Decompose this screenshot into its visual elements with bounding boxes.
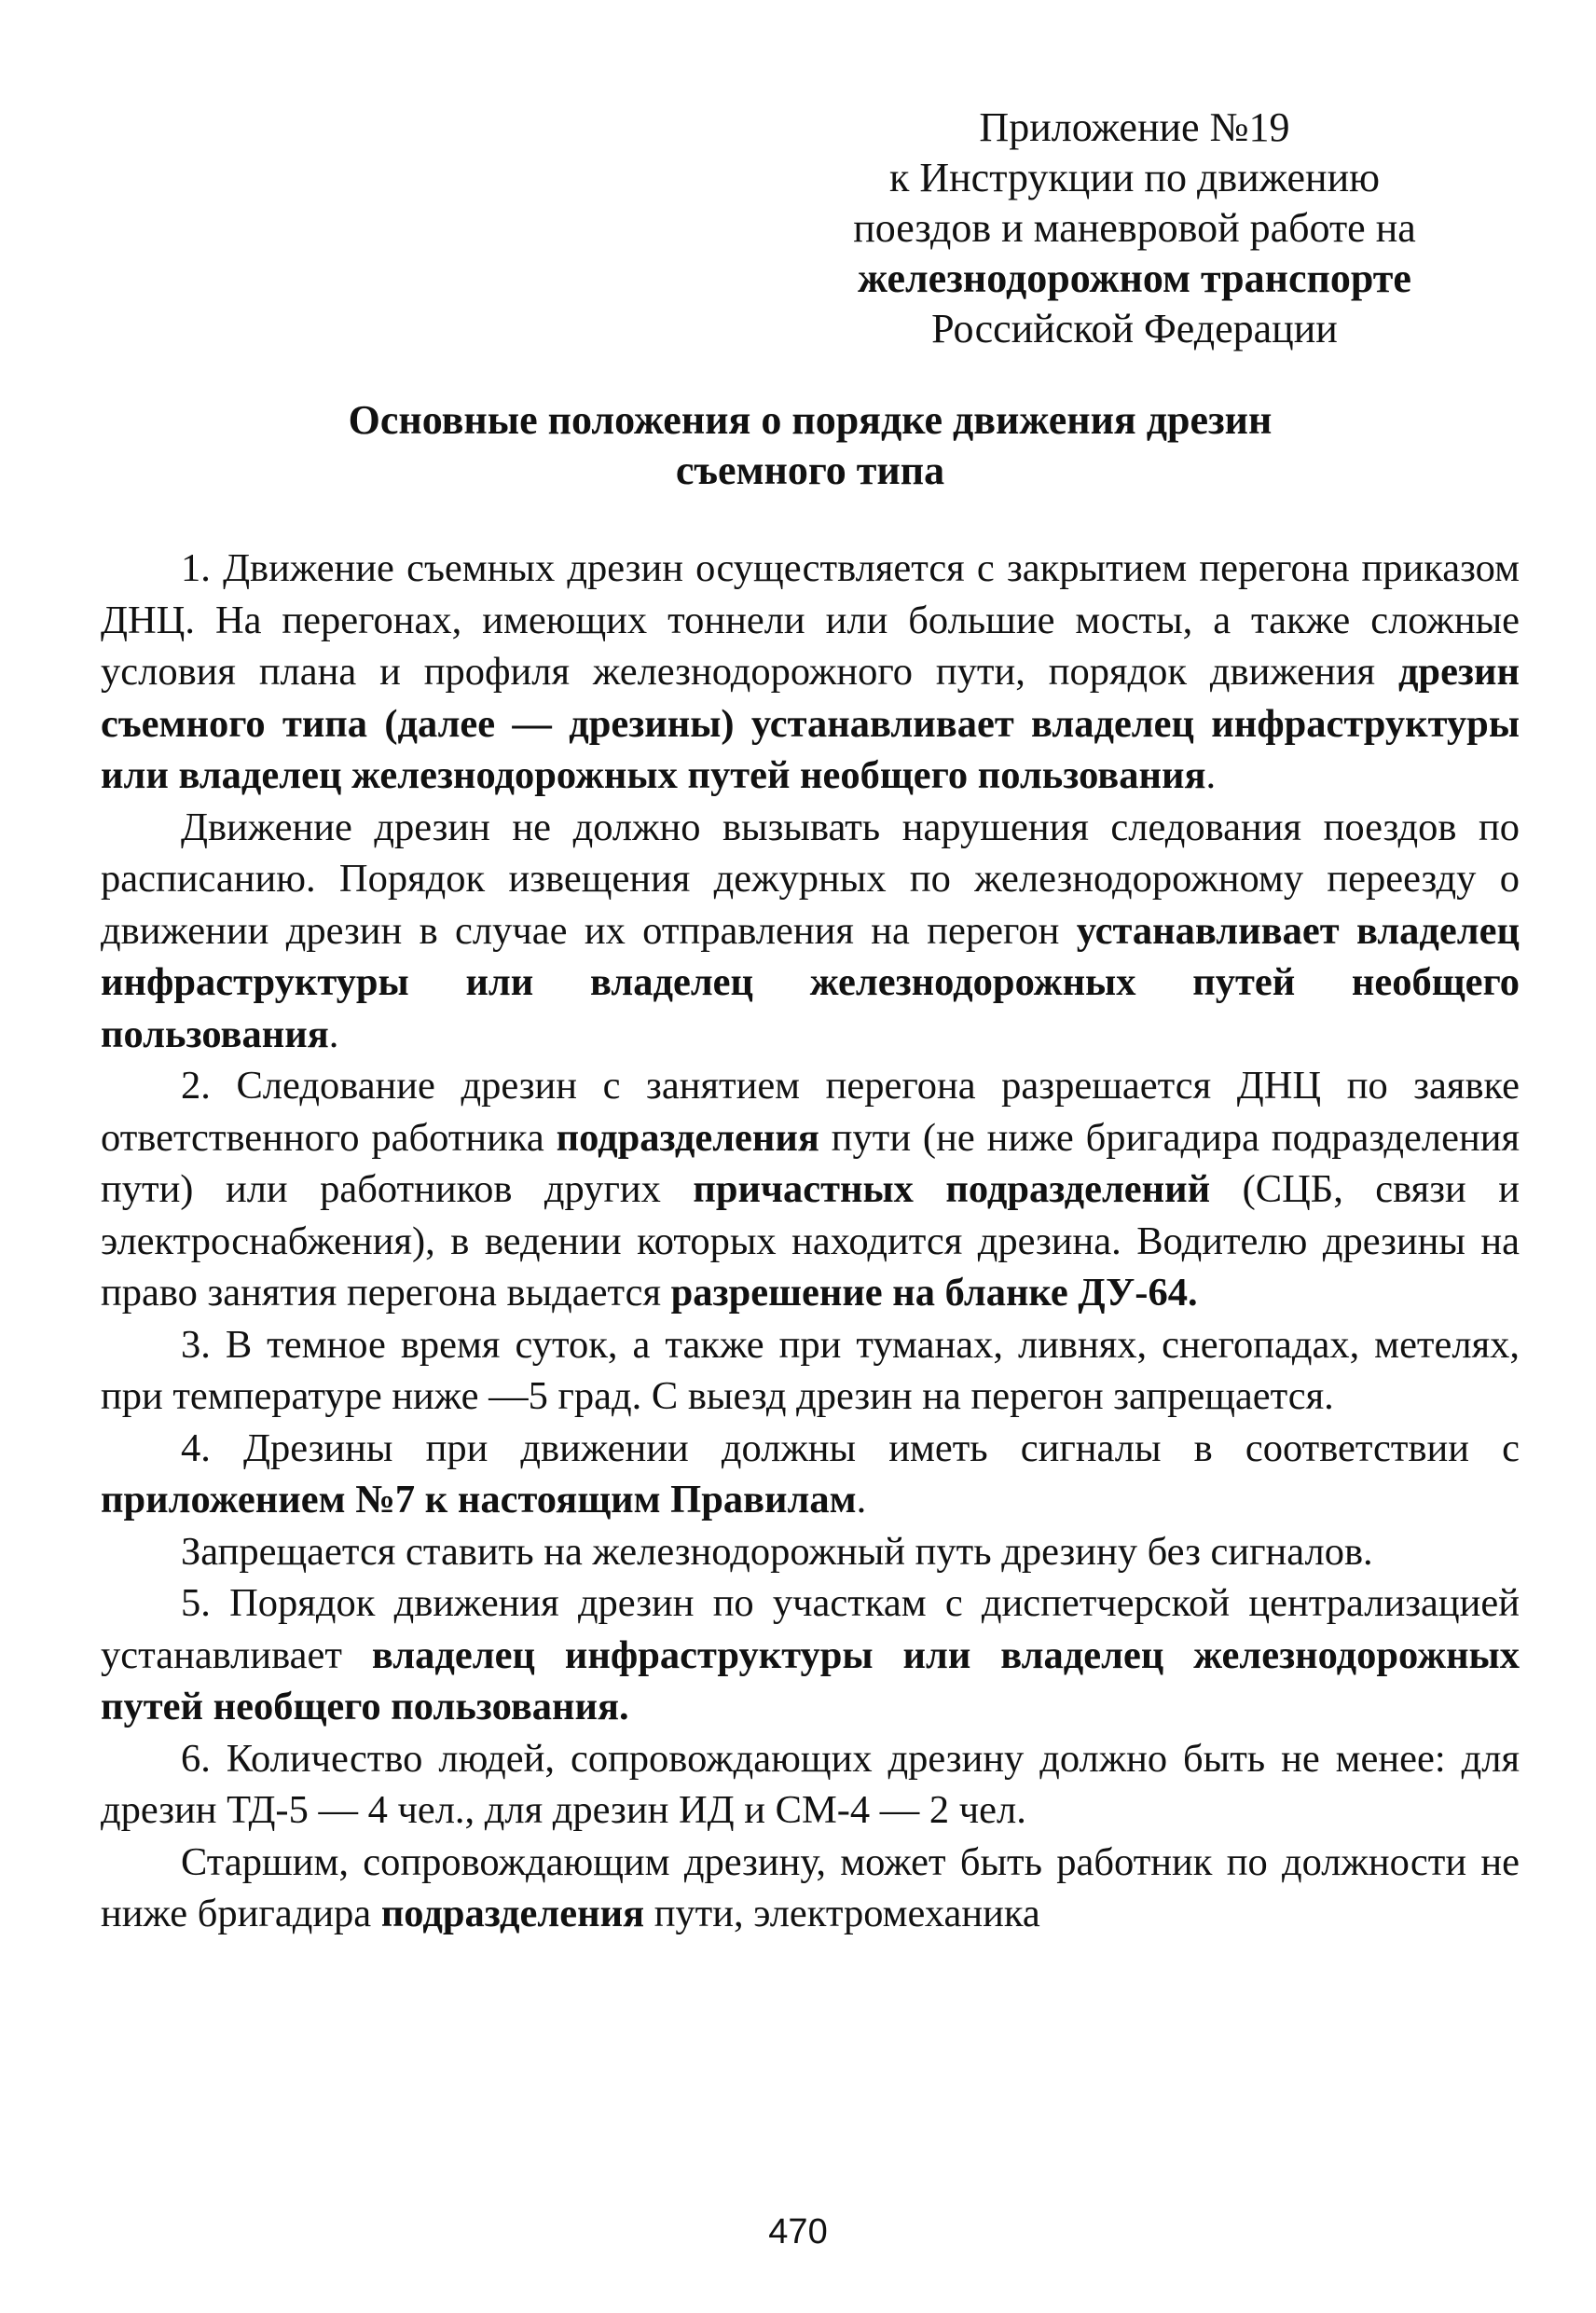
text-run: пути, электромеханика	[644, 1892, 1040, 1935]
bold-text: дрезин съемного типа (далее — дрезины) устанавливает владелец инфраструктуры или владелец железнодорожных путей необщего пользования	[101, 650, 1520, 797]
bold-text: разрешение на бланке ДУ-64.	[670, 1271, 1198, 1315]
text-run: (СЦБ, связи и электроснабжения), в ведении которых находится дрезина. Водителю дрезины на право занятия перегона выдается	[101, 1167, 1520, 1315]
bold-text: приложением №7 к настоящим Правилам	[101, 1478, 857, 1521]
text-run: 2. Следование дрезин с занятием перегона разрешается ДНЦ по заявке ответственного работника	[101, 1064, 1520, 1160]
text-run: 4. Дрезины при движении должны иметь сигналы в соответствии с	[181, 1425, 1520, 1470]
bold-text: подразделения	[556, 1115, 819, 1160]
bold-text: устанавливает владелец инфраструктуры или владелец железнодорожных путей необщего пользования	[101, 908, 1520, 1056]
text-run: 5. Порядок движения дрезин по участкам с диспетчерской централизацией устанавливает	[101, 1581, 1520, 1677]
paragraph	[101, 1837, 1520, 1940]
paragraph	[101, 1319, 1520, 1423]
bold-text: причастных подразделений	[693, 1167, 1211, 1211]
document-title	[101, 395, 1520, 496]
text-run: .	[328, 1012, 339, 1056]
appendix-line: Российской Федерации	[931, 306, 1338, 351]
paragraph	[101, 1060, 1520, 1319]
text-run: .	[856, 1478, 867, 1521]
paragraph	[101, 1526, 1520, 1578]
text-run: 6. Количество людей, сопровождающих дрезину должно быть не менее: для дрезин ТД-5 — 4 чел., для дрезин ИД и СМ-4 — 2 чел.	[101, 1736, 1520, 1832]
document-page	[101, 103, 1520, 1940]
paragraph	[101, 802, 1520, 1061]
appendix-line: железнодорожном транспорте	[858, 255, 1411, 301]
text-run: 3. В темное время суток, а также при туманах, ливнях, снегопадах, метелях, при температуре ниже —5 град. С выезд дрезин на перегон запрещается.	[101, 1322, 1520, 1418]
paragraph	[101, 1423, 1520, 1526]
appendix-header	[808, 103, 1461, 354]
paragraph	[101, 1577, 1520, 1733]
page-number: 470	[768, 2212, 828, 2251]
text-run: 1. Движение съемных дрезин осуществляется с закрытием перегона приказом ДНЦ. На перегонах, имеющих тоннели или большие мосты, а также сложные условия плана и профиля железнодорожного пути, порядок движения	[101, 546, 1520, 694]
document-body	[101, 543, 1520, 1940]
paragraph	[101, 1733, 1520, 1837]
appendix-line: Приложение №19	[979, 104, 1290, 150]
bold-text: владелец инфраструктуры или владелец железнодорожных путей необщего пользования.	[101, 1632, 1520, 1728]
text-run: пути (не ниже бригадира подразделения пути) или работников других	[101, 1115, 1520, 1211]
bold-text: подразделения	[380, 1892, 645, 1935]
document-title-line: съемного типа	[675, 447, 945, 493]
text-run: Старшим, сопровождающим дрезину, может быть работник по должности не ниже бригадира	[101, 1839, 1520, 1935]
text-run: Движение дрезин не должно вызывать нарушения следования поездов по расписанию. Порядок извещения дежурных по железнодорожному переезду о движении дрезин в случае их отправления на перегон	[101, 805, 1520, 953]
text-run: .	[1205, 753, 1217, 797]
text-run: Запрещается ставить на железнодорожный путь дрезину без сигналов.	[181, 1529, 1373, 1574]
paragraph	[101, 543, 1520, 802]
appendix-line: к Инструкции по движению	[888, 155, 1380, 200]
document-title-line: Основные положения о порядке движения дрезин	[348, 397, 1273, 443]
appendix-line: поездов и маневровой работе на	[853, 205, 1416, 251]
